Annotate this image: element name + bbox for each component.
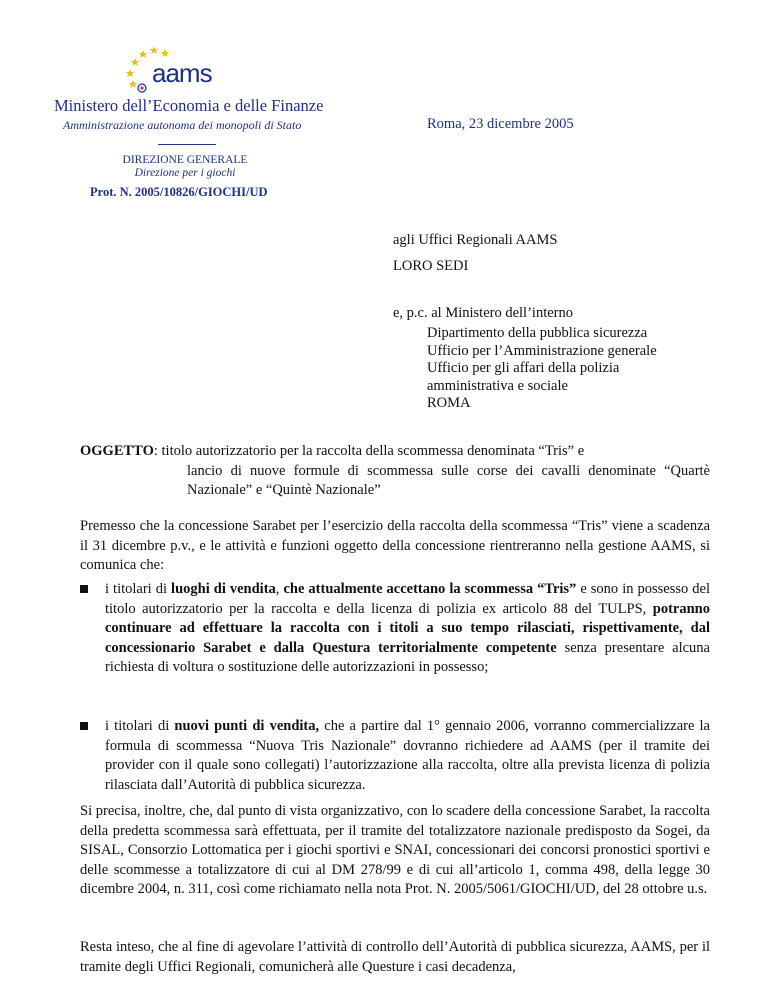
header-divider [158, 144, 216, 145]
cc-line: Ufficio per gli affari della polizia [427, 360, 620, 377]
cc-intro: e, p.c. al Ministero dell’interno [393, 305, 573, 321]
cc-line: ROMA [427, 395, 471, 412]
bullet-text-1: i titolari di luoghi di vendita, che attualmente accettano la scommessa “Tris” e sono in possesso del titolo autorizzatorio per la raccolta e della licenza di polizia ex articolo 88 del TULPS, potranno continuare ad effettuare la raccolta con i titoli a suo tempo rilasciati, rispettivamente, dal concessionario Sarabet e dalla Questura territorialmente competente senza presentare alcuna richiesta di voltura o sostituzione delle autorizzazioni in possesso; [105, 581, 711, 676]
cc-line: Dipartimento della pubblica sicurezza [427, 325, 648, 341]
bullet-item-2 [80, 717, 710, 795]
cc-line: amministrativa e sociale [427, 377, 568, 394]
department-block [110, 154, 260, 180]
subject-label: OGGETTO [80, 443, 154, 459]
paragraph-3: Resta inteso, che al fine di agevolare l’attività di controllo dell’Autorità di pubblica sicurezza, AAMS, per il tramite degli Uffici Regionali, comunicherà alle Questure i casi decadenza, [80, 939, 710, 975]
letter-date: Roma, 23 dicembre 2005 [427, 116, 574, 132]
paragraph-2: Si precisa, inoltre, che, dal punto di vista organizzativo, con lo scadere della concessione Sarabet, la raccolta della predetta scommessa sarà effettuata, per il tramite del totalizzatore nazionale predisposto da Sogei, da SISAL, Consorzio Lottomatica per i giochi sportivi e SNAI, concessionari dei concorsi pronostici sportivi e delle scommesse a totalizzatore di cui al DM 278/99 e di cui all’articolo 1, comma 498, della legge 30 dicembre 2004, n. 311, così come richiamato nella nota Prot. N. 2005/5061/GIOCHI/UD, del 28 ottobre u.s. [80, 803, 710, 898]
logo-wordmark: aams [152, 58, 212, 88]
subject-text-first: : titolo autorizzatorio per la raccolta della scommessa denominata “Tris” e [153, 443, 585, 459]
department-sub: Direzione per i giochi [134, 167, 236, 179]
subject-text-rest: lancio di nuove formule di scommessa sulle corse dei cavalli denominate “Quartè Nazionale” e “Quintè Nazionale” [187, 462, 710, 498]
bullet-text-2: i titolari di nuovi punti di vendita, che a partire dal 1° gennaio 2006, vorranno commercializzare la formula di scommessa “Nuova Tris Nazionale” dovranno richiedere ad AAMS (per il tramite dei provider con il quale sono collegati) l’autorizzazione alla raccolta, oltre alla prevista licenza di polizia rilasciata dall’Autorità di pubblica sicurezza. [105, 718, 710, 793]
aams-logo [120, 44, 230, 96]
ministry-name: Ministero dell’Economia e delle Finanze [54, 96, 324, 115]
intro-paragraph: Premesso che la concessione Sarabet per l’esercizio della raccolta della scommessa “Tris” viene a scadenza il 31 dicembre p.v., e le attività e funzioni oggetto della concessione rientreranno nella gestione AAMS, si comunica che: [80, 518, 710, 574]
agency-name: Amministrazione autonoma dei monopoli di Stato [63, 118, 302, 132]
cc-address-block [427, 325, 657, 413]
bullet-item-1 [80, 580, 710, 678]
recipient-line-1: agli Uffici Regionali AAMS [393, 232, 558, 248]
recipient-line-2: LORO SEDI [393, 258, 469, 274]
cc-line: Ufficio per l’Amministrazione generale [427, 342, 657, 359]
department-name: DIREZIONE GENERALE [122, 154, 248, 166]
protocol-number: Prot. N. 2005/10826/GIOCHI/UD [90, 185, 268, 199]
square-bullet-icon [80, 585, 88, 593]
square-bullet-icon [80, 722, 88, 730]
subject-block [80, 442, 710, 501]
